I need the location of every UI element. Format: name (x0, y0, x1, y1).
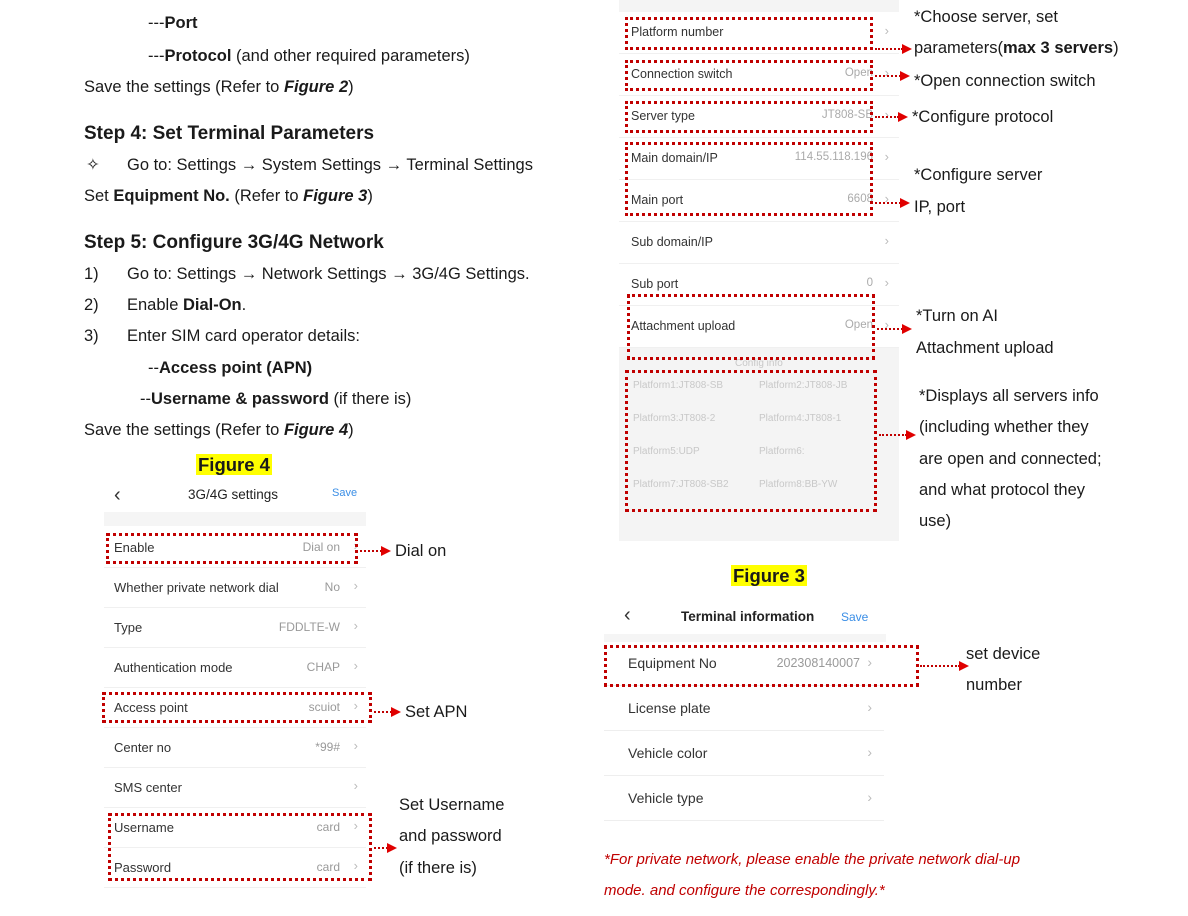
annotation-credentials: and password (399, 827, 502, 845)
arrow-choose-server (875, 48, 903, 50)
highlight-connection-switch (625, 60, 873, 91)
annotation-ai-upload: *Turn on AI (916, 307, 998, 325)
settings-row-type[interactable]: Type FDDLTE-W › (104, 608, 366, 648)
highlight-attachment-upload (627, 294, 875, 360)
config-item: Platform6: (759, 446, 805, 457)
annotation-servers-info: (including whether they (919, 418, 1089, 436)
arrow-set-apn (374, 711, 392, 713)
annotation-servers-info: and what protocol they (919, 481, 1086, 499)
arrow-server-ip (875, 202, 901, 204)
figure4-title: Figure 4 (198, 454, 270, 475)
settings-row-enable[interactable]: Enable Dial on › (104, 528, 366, 568)
config-item: Platform3:JT808-2 (633, 413, 716, 424)
config-item: Platform2:JT808-JB (759, 380, 848, 391)
figure3-screenshot (604, 600, 886, 826)
private-network-note: mode. and configure the correspondingly.* (604, 882, 885, 899)
save-button[interactable]: Save (332, 487, 358, 499)
chevron-right-icon: › (884, 191, 889, 206)
config-item: Platform5:UDP (633, 446, 700, 457)
chevron-right-icon: › (353, 858, 358, 873)
chevron-right-icon: › (353, 538, 358, 553)
config-item: Platform8:BB-YW (759, 479, 838, 490)
chevron-right-icon: › (353, 698, 358, 713)
port-line: ---Port (148, 14, 198, 32)
chevron-right-icon: › (867, 789, 872, 805)
highlight-equipment-no (604, 645, 919, 687)
server-row-main-domain[interactable]: Main domain/IP 114.55.118.196 › (619, 138, 899, 180)
chevron-left-icon[interactable]: ‹ (624, 604, 631, 626)
header-divider (104, 512, 366, 526)
chevron-right-icon: › (884, 65, 889, 80)
server-row-attachment-upload[interactable]: Attachment upload Open › (619, 306, 899, 348)
settings-row-sms-center[interactable]: SMS center › (104, 768, 366, 808)
settings-row-center-no[interactable]: Center no *99# › (104, 728, 366, 768)
step4-heading: Step 4: Set Terminal Parameters (84, 123, 375, 144)
chevron-right-icon: › (884, 317, 889, 332)
config-info-title: Config info (735, 358, 783, 369)
server-row-connection-switch[interactable]: Connection switch Open › (619, 54, 899, 96)
highlight-main-ip-port (625, 142, 873, 216)
annotation-equipment-no: number (966, 676, 1022, 694)
arrow-credentials (374, 847, 388, 849)
annotation-servers-info: *Displays all servers info (919, 387, 1099, 405)
highlight-enable (106, 533, 358, 564)
arrow-open-connection (875, 75, 901, 77)
annotation-set-apn: Set APN (405, 703, 468, 721)
annotation-ai-upload: Attachment upload (916, 339, 1054, 357)
step5-item-num: 1) (84, 265, 99, 283)
config-item: Platform7:JT808-SB2 (633, 479, 729, 490)
chevron-right-icon: › (884, 275, 889, 290)
protocol-line: ---Protocol (and other required parameters) (148, 47, 470, 65)
save-button[interactable]: Save (841, 610, 869, 624)
step5-item-num: 2) (84, 296, 99, 314)
arrow-servers-info (879, 434, 907, 436)
annotation-server-ip: *Configure server (914, 166, 1043, 184)
header-divider (604, 634, 886, 642)
chevron-right-icon: › (353, 578, 358, 593)
server-row-sub-port[interactable]: Sub port 0 › (619, 264, 899, 306)
chevron-left-icon[interactable]: ‹ (114, 484, 121, 506)
terminal-row-license-plate[interactable]: License plate › (604, 687, 884, 731)
apn-line: --Access point (APN) (148, 359, 313, 377)
settings-row-access-point[interactable]: Access point scuiot › (104, 688, 366, 728)
settings-row-username[interactable]: Username card › (104, 808, 366, 848)
config-item: Platform1:JT808-SB (633, 380, 724, 391)
arrow-ai-upload (877, 328, 903, 330)
chevron-right-icon: › (884, 107, 889, 122)
highlight-access-point (102, 692, 372, 723)
annotation-server-ip: IP, port (914, 198, 966, 216)
terminal-row-vehicle-type[interactable]: Vehicle type › (604, 777, 884, 821)
chevron-right-icon: › (884, 23, 889, 38)
step4-set-equipment: Set Equipment No. (Refer to Figure 3) (84, 187, 373, 205)
step5-item-text: Enter SIM card operator details: (127, 327, 360, 345)
annotation-protocol: *Configure protocol (912, 108, 1054, 126)
annotation-credentials: Set Username (399, 796, 505, 814)
chevron-right-icon: › (353, 658, 358, 673)
arrow-dial-on (360, 550, 382, 552)
highlight-config-info (625, 370, 877, 512)
terminal-row-equipment-no[interactable]: Equipment No 202308140007 › (604, 642, 884, 686)
step5-item-num: 3) (84, 327, 99, 345)
annotation-choose-server: *Choose server, set (914, 8, 1058, 26)
chevron-right-icon: › (353, 778, 358, 793)
highlight-server-type (625, 101, 873, 133)
save-settings-fig2: Save the settings (Refer to Figure 2) (84, 78, 354, 96)
settings-row-password[interactable]: Password card › (104, 848, 366, 888)
annotation-dial-on: Dial on (395, 542, 447, 560)
arrow-protocol (875, 116, 899, 118)
chevron-right-icon: › (353, 738, 358, 753)
annotation-equipment-no: set device (966, 645, 1041, 663)
username-line: --Username & password (if there is) (140, 390, 412, 408)
settings-row-private-dial[interactable]: Whether private network dial No › (104, 568, 366, 608)
step5-item-text: Enable Dial-On. (127, 296, 247, 314)
server-row-main-port[interactable]: Main port 6608 › (619, 180, 899, 222)
step5-heading: Step 5: Configure 3G/4G Network (84, 232, 384, 253)
chevron-right-icon: › (867, 744, 872, 760)
screen-title: 3G/4G settings (188, 487, 279, 502)
server-row-sub-domain[interactable]: Sub domain/IP › (619, 222, 899, 264)
chevron-right-icon: › (867, 699, 872, 715)
server-row-server-type[interactable]: Server type JT808-SB › (619, 96, 899, 138)
chevron-right-icon: › (884, 149, 889, 164)
annotation-servers-info: are open and connected; (919, 450, 1102, 468)
annotation-choose-server: parameters(max 3 servers) (914, 39, 1119, 57)
step5-item-text: Go to: Settings → Network Settings → 3G/4G Settings. (127, 265, 530, 283)
private-network-note: *For private network, please enable the private network dial-up (604, 851, 1021, 868)
arrow-equipment-no (920, 665, 960, 667)
highlight-platform-number (625, 17, 873, 50)
chevron-right-icon: › (884, 233, 889, 248)
highlight-credentials (108, 813, 372, 881)
annotation-credentials: (if there is) (399, 859, 477, 877)
annotation-open-connection: *Open connection switch (914, 72, 1096, 90)
step4-goto: Go to: Settings → System Settings → Terminal Settings (127, 156, 533, 174)
figure3-title: Figure 3 (733, 565, 805, 586)
chevron-right-icon: › (353, 818, 358, 833)
save-settings-fig4: Save the settings (Refer to Figure 4) (84, 421, 354, 439)
screen-title: Terminal information (681, 609, 815, 624)
config-item: Platform4:JT808-1 (759, 413, 842, 424)
server-row-platform-number[interactable]: Platform number › (619, 12, 899, 54)
chevron-right-icon: › (353, 618, 358, 633)
terminal-row-vehicle-color[interactable]: Vehicle color › (604, 732, 884, 776)
chevron-right-icon: › (867, 654, 872, 670)
diamond-star-icon: ✧ (86, 156, 100, 174)
settings-row-auth-mode[interactable]: Authentication mode CHAP › (104, 648, 366, 688)
annotation-servers-info: use) (919, 512, 952, 530)
